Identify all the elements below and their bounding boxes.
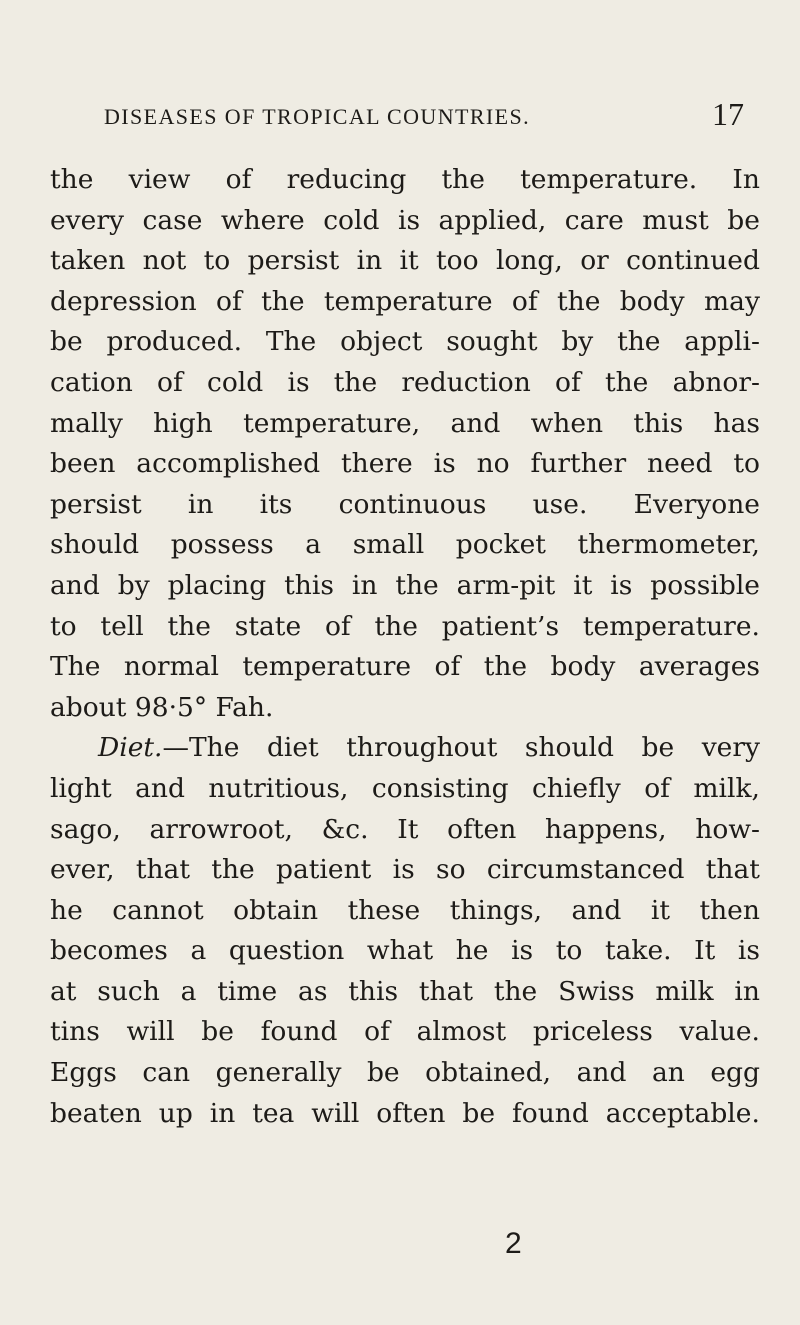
word: of — [225, 164, 252, 195]
text-line — [50, 1053, 760, 1094]
text-line — [50, 282, 760, 323]
word: it — [650, 894, 670, 926]
word: It — [694, 935, 716, 967]
word: taken — [50, 245, 126, 277]
word: question — [228, 935, 345, 967]
word: Swiss — [558, 975, 635, 1007]
word: pocket — [455, 529, 546, 561]
word: sago, — [50, 813, 121, 845]
word: the — [374, 610, 418, 642]
word: time — [217, 975, 278, 1007]
word: what — [366, 935, 434, 967]
word: temperature. — [582, 610, 760, 642]
word: and — [571, 894, 622, 926]
word: consisting — [371, 772, 509, 804]
word: in — [187, 488, 214, 520]
text-line — [50, 931, 760, 972]
word: up — [158, 1097, 193, 1129]
word: the — [483, 651, 528, 683]
running-head — [0, 96, 800, 136]
word: to — [50, 610, 77, 642]
word: reduction — [401, 366, 531, 398]
running-title: DISEASES OF TROPICAL COUNTRIES. — [104, 104, 531, 129]
word: chiefly — [532, 772, 621, 804]
word: continuous — [338, 488, 487, 520]
word: persist — [247, 245, 340, 277]
word: It — [397, 813, 419, 845]
word: happens, — [545, 813, 667, 845]
word: no — [476, 448, 510, 480]
word: of — [511, 285, 538, 317]
word: how- — [695, 813, 760, 845]
text-line — [50, 850, 760, 891]
word: will — [126, 1016, 175, 1048]
word: this — [284, 569, 334, 601]
word: temperature, — [243, 407, 421, 439]
word: found — [260, 1016, 338, 1048]
text-line — [50, 201, 760, 242]
word: this — [348, 975, 399, 1007]
text-line — [50, 363, 760, 404]
word: of — [364, 1016, 390, 1048]
word: averages — [638, 651, 760, 683]
word: long, — [495, 245, 563, 277]
word: the — [441, 164, 485, 195]
word: temperature — [242, 651, 412, 683]
word: arm-pit — [456, 569, 556, 601]
word: circumstanced — [486, 854, 685, 886]
word: and — [50, 569, 100, 601]
word: thermometer, — [577, 529, 760, 561]
text-line — [50, 1012, 760, 1053]
word: diet — [266, 732, 319, 764]
word: generally — [215, 1057, 342, 1089]
word: acceptable. — [605, 1097, 760, 1129]
word: cold — [207, 366, 264, 398]
word: it — [399, 245, 419, 277]
word: body — [619, 285, 685, 317]
word: throughout — [346, 732, 498, 764]
word: not — [142, 245, 187, 277]
word: is — [511, 935, 534, 967]
word: may — [704, 285, 760, 317]
word: then — [699, 894, 760, 926]
word: there — [340, 448, 413, 480]
word: cation — [50, 366, 133, 398]
word: object — [340, 326, 423, 358]
word: be — [50, 326, 83, 358]
body-text — [50, 160, 760, 1134]
text-line — [50, 241, 760, 282]
text-line — [50, 647, 760, 688]
word: a — [305, 529, 322, 561]
word: to — [203, 245, 231, 277]
word: light — [50, 772, 112, 804]
text-line — [50, 160, 760, 201]
word: of — [434, 651, 461, 683]
word: obtained, — [425, 1057, 552, 1089]
word: nutritious, — [208, 772, 349, 804]
word: in — [351, 569, 378, 601]
word: the — [395, 569, 439, 601]
word: body — [550, 651, 616, 683]
word: he — [455, 935, 489, 967]
word: accomplished — [136, 448, 321, 480]
word: often — [447, 813, 517, 845]
word: obtain — [233, 894, 319, 926]
word: should — [50, 529, 140, 561]
word: the — [50, 164, 94, 195]
word: to — [555, 935, 583, 967]
text-line — [50, 322, 760, 363]
word: or — [580, 245, 609, 277]
word: view — [128, 164, 191, 195]
word: every — [50, 204, 124, 236]
word: when — [530, 407, 604, 439]
word: use. — [532, 488, 588, 520]
word: of — [554, 366, 581, 398]
word: must — [642, 204, 709, 236]
word: and — [450, 407, 501, 439]
word: at — [50, 975, 77, 1007]
heading-run — [98, 728, 239, 769]
word: care — [564, 204, 624, 236]
word: an — [651, 1057, 685, 1089]
word: in — [734, 975, 760, 1007]
word: so — [435, 854, 466, 886]
word: that — [135, 854, 190, 886]
word: in — [356, 245, 383, 277]
word: —The — [162, 732, 240, 764]
word: is — [433, 448, 456, 480]
text-line — [50, 404, 760, 445]
word: the — [557, 285, 601, 317]
word: milk, — [693, 772, 760, 804]
word: be — [366, 1057, 400, 1089]
word: been — [50, 448, 116, 480]
word: placing — [167, 569, 267, 601]
word: is — [610, 569, 633, 601]
text-line — [50, 810, 760, 851]
text-line — [50, 891, 760, 932]
word: a — [180, 975, 197, 1007]
word: possible — [650, 569, 760, 601]
word: and — [135, 772, 185, 804]
word: is — [397, 204, 421, 236]
word: becomes — [50, 935, 168, 967]
word: patient — [276, 854, 372, 886]
word: applied, — [438, 204, 547, 236]
word: Eggs — [50, 1057, 117, 1089]
word: The — [265, 326, 317, 358]
word: depression — [50, 285, 197, 317]
word: by — [117, 569, 150, 601]
word: persist — [50, 488, 142, 520]
word: patient’s — [441, 610, 560, 642]
word: sought — [446, 326, 538, 358]
word: he — [50, 894, 83, 926]
word: small — [352, 529, 425, 561]
word: this — [633, 407, 684, 439]
word: Everyone — [633, 488, 760, 520]
word: very — [701, 732, 760, 764]
word: possess — [170, 529, 274, 561]
word: almost — [416, 1016, 507, 1048]
word: the — [261, 285, 305, 317]
word: a — [190, 935, 207, 967]
text-line — [50, 972, 760, 1013]
word: high — [153, 407, 213, 439]
word: case — [142, 204, 203, 236]
word: abnor- — [672, 366, 760, 398]
word: the — [493, 975, 538, 1007]
signature-mark: 2 — [505, 1227, 522, 1260]
word: such — [97, 975, 160, 1007]
word: and — [576, 1057, 627, 1089]
word: further — [530, 448, 627, 480]
word: should — [524, 732, 614, 764]
text-line-diet — [50, 728, 760, 769]
word: tell — [100, 610, 144, 642]
word: be — [462, 1097, 496, 1129]
word: that — [418, 975, 474, 1007]
word: In — [732, 164, 760, 195]
word: take. — [604, 935, 672, 967]
word: the — [167, 610, 211, 642]
word: reducing — [286, 164, 407, 195]
word: value. — [679, 1016, 760, 1048]
word: of — [644, 772, 670, 804]
text-line: about 98·5° Fah. — [50, 691, 274, 723]
word: be — [201, 1016, 234, 1048]
word: is — [737, 935, 760, 967]
word: the — [211, 854, 255, 886]
word: temperature — [323, 285, 493, 317]
word: to — [733, 448, 760, 480]
word: found — [511, 1097, 589, 1129]
word: of — [216, 285, 242, 317]
text-line — [50, 1094, 760, 1135]
text-line — [50, 485, 760, 526]
word: temperature. — [520, 164, 698, 195]
text-line — [50, 525, 760, 566]
word: the — [333, 366, 378, 398]
word: tea — [252, 1097, 295, 1129]
word: beaten — [50, 1097, 142, 1129]
word: continued — [626, 245, 760, 277]
word: things, — [449, 894, 542, 926]
word: too — [436, 245, 479, 277]
word: the — [604, 366, 649, 398]
word: produced. — [106, 326, 242, 358]
word: arrowroot, — [149, 813, 293, 845]
word: milk — [655, 975, 714, 1007]
word: is — [287, 366, 310, 398]
word: is — [392, 854, 415, 886]
text-line — [50, 607, 760, 648]
word: by — [561, 326, 594, 358]
word: of — [324, 610, 351, 642]
word: of — [157, 366, 183, 398]
section-heading: Diet. — [98, 732, 163, 764]
page-number: 17 — [712, 96, 744, 132]
word: in — [209, 1097, 236, 1129]
word: these — [347, 894, 421, 926]
word: tins — [50, 1016, 100, 1048]
word: that — [705, 854, 760, 886]
word: it — [573, 569, 593, 601]
word: has — [713, 407, 760, 439]
text-line — [50, 769, 760, 810]
word: mally — [50, 407, 123, 439]
word: as — [298, 975, 328, 1007]
word: where — [220, 204, 305, 236]
word: can — [142, 1057, 191, 1089]
word: the — [617, 326, 661, 358]
word: &c. — [321, 813, 369, 845]
word: egg — [710, 1057, 760, 1089]
word: cold — [323, 204, 380, 236]
word: its — [259, 488, 293, 520]
word: often — [376, 1097, 446, 1129]
text-line — [50, 444, 760, 485]
word: be — [727, 204, 760, 236]
word: be — [641, 732, 675, 764]
text-line — [50, 566, 760, 607]
word: ever, — [50, 854, 115, 886]
word: The — [50, 651, 101, 683]
word: priceless — [532, 1016, 653, 1048]
word: need — [647, 448, 713, 480]
word: cannot — [112, 894, 204, 926]
word: state — [234, 610, 302, 642]
word: appli- — [684, 326, 760, 358]
word: will — [311, 1097, 360, 1129]
word: normal — [123, 651, 219, 683]
